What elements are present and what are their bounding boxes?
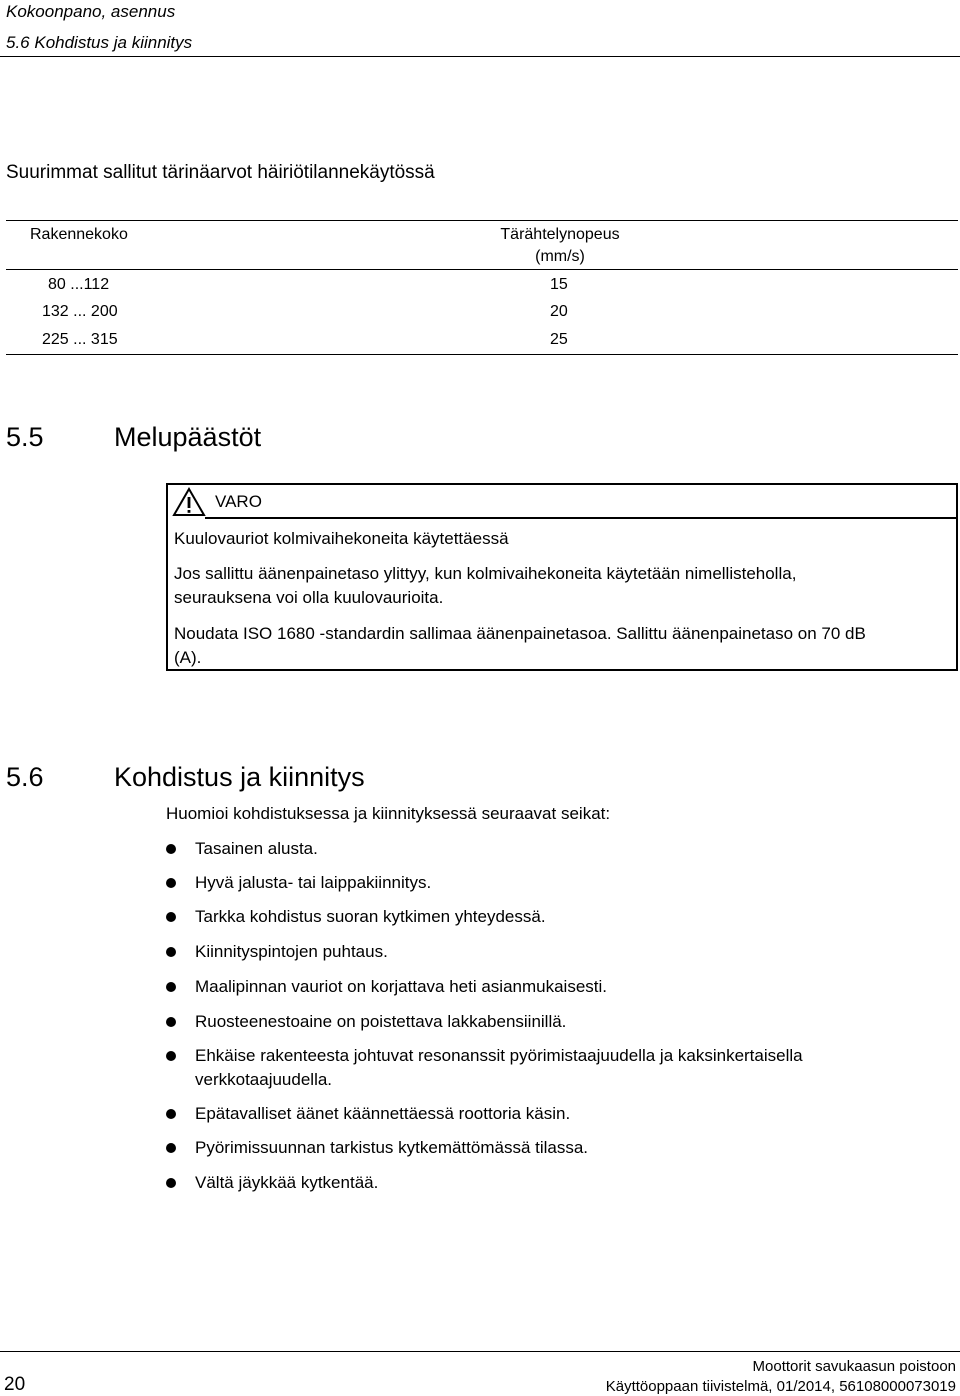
page-number: 20 xyxy=(4,1374,26,1395)
table-header-velocity-unit: (mm/s) xyxy=(535,248,585,265)
table-row-value: 20 xyxy=(550,303,568,320)
bullet-icon xyxy=(166,982,176,992)
footer-rule xyxy=(0,1351,960,1352)
bullet-icon xyxy=(166,1178,176,1188)
section-title: Kohdistus ja kiinnitys xyxy=(114,762,365,792)
bullet-icon xyxy=(166,878,176,888)
section-title: Melupäästöt xyxy=(114,422,262,452)
warning-paragraph-1: Jos sallittu äänenpainetaso ylittyy, kun kolmivaihekoneita käytetään nimellisteholla, seurauksena voi olla kuulovaurioita. xyxy=(174,564,797,607)
section-intro: Huomioi kohdistuksessa ja kiinnityksessä seuraavat seikat: xyxy=(166,804,611,823)
table-bottom-rule xyxy=(6,354,958,355)
bullet-icon xyxy=(166,912,176,922)
warning-label-rule xyxy=(205,517,958,519)
table-header-velocity xyxy=(480,226,640,266)
footer-document-title: Moottorit savukaasun poistoon xyxy=(752,1358,956,1375)
vibration-table-title: Suurimmat sallitut tärinäarvot häiriötilannekäytössä xyxy=(6,162,435,183)
table-row-value: 15 xyxy=(550,276,568,293)
table-header-size: Rakennekoko xyxy=(30,226,128,243)
bullet-icon xyxy=(166,1017,176,1027)
running-header-chapter: Kokoonpano, asennus xyxy=(6,2,176,21)
bullet-icon xyxy=(166,1051,176,1061)
running-header-section: 5.6 Kohdistus ja kiinnitys xyxy=(6,33,193,52)
warning-paragraph-2: Noudata ISO 1680 -standardin sallimaa äänenpainetasoa. Sallittu äänenpainetaso on 70 dB (A). xyxy=(174,624,866,667)
warning-triangle-icon xyxy=(172,487,206,517)
warning-title: Kuulovauriot kolmivaihekoneita käytettäessä xyxy=(174,529,509,548)
bullet-icon xyxy=(166,1109,176,1119)
section-number: 5.5 xyxy=(6,422,44,452)
bullet-icon xyxy=(166,844,176,854)
table-row-value: 25 xyxy=(550,331,568,348)
table-row-size: 80 ...112 xyxy=(48,276,110,293)
section-number: 5.6 xyxy=(6,762,44,792)
table-row-size: 132 ... 200 xyxy=(42,303,118,320)
warning-label: VARO xyxy=(215,492,262,511)
table-header-rule xyxy=(6,269,958,270)
header-rule xyxy=(0,56,960,57)
table-top-rule xyxy=(6,220,958,221)
bullet-icon xyxy=(166,1143,176,1153)
table-row-size: 225 ... 315 xyxy=(42,331,118,348)
table-header-velocity-line1: Tärähtelynopeus xyxy=(500,226,620,243)
footer-document-info: Käyttöoppaan tiivistelmä, 01/2014, 56108000073019 xyxy=(605,1378,956,1395)
bullet-icon xyxy=(166,947,176,957)
